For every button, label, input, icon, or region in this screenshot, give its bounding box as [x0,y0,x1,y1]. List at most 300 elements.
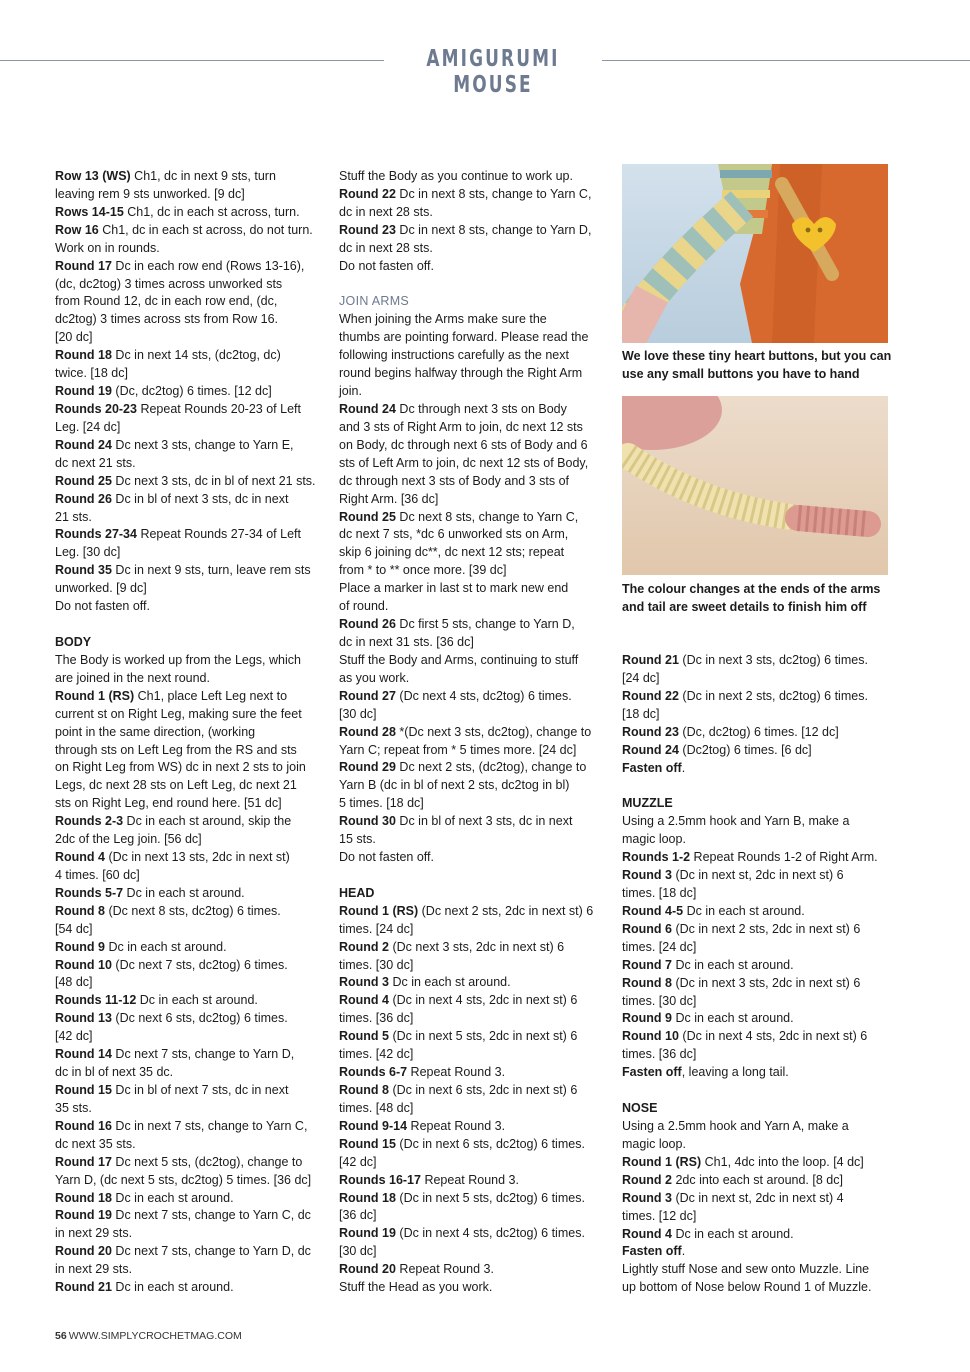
round-label: Round 8 [622,975,672,990]
pattern-line [339,544,605,562]
website-url: WWW.SIMPLYCROCHETMAG.COM [68,1330,242,1342]
instruction-text: on Right Leg from WS) dc in next 2 sts to join [55,760,306,775]
instruction-text: times. [18 dc] [622,885,697,900]
round-label: Rounds 5-7 [55,885,124,900]
pattern-line [622,813,890,831]
instruction-text: Using a 2.5mm hook and Yarn A, make a [622,1118,849,1133]
instruction-text: Leg. [30 dc] [55,545,121,560]
instruction-text: Dc through next 3 sts on Body [395,401,567,416]
instruction-text: (Dc in next 4 sts, 2dc in next st) 6 [678,1029,868,1044]
pattern-line [339,777,605,795]
pattern-line [622,706,890,724]
pattern-line [339,1190,605,1208]
instruction-text: dc next 7 sts, *dc 6 unworked sts on Arm, [339,527,569,542]
round-label: Rounds 1-2 [622,850,691,865]
round-label: Rounds 16-17 [339,1172,421,1187]
pattern-line [55,580,321,598]
round-label: Round 23 [339,222,396,237]
pattern-line [339,365,605,383]
pattern-line [622,1279,890,1297]
instruction-text: Dc in each st around. [105,939,227,954]
instruction-text: [30 dc] [339,1244,377,1259]
instruction-text: [24 dc] [622,670,660,685]
pattern-line [55,473,321,491]
pattern-line [339,1064,605,1082]
instruction-text: Dc next 7 sts, change to Yarn D, dc [111,1244,311,1259]
instruction-text: Dc next 7 sts, change to Yarn D, [111,1047,295,1062]
round-label: Rounds 2-3 [55,814,124,829]
pattern-line [55,222,321,240]
round-label: Rows 14-15 [55,204,124,219]
pattern-line [622,1172,890,1190]
instruction-text: (Dc in next 3 sts, 2dc in next st) 6 [672,975,861,990]
instruction-text: Dc next 2 sts, (dc2tog), change to [395,760,587,775]
pattern-line [622,831,890,849]
pattern-line [55,1225,321,1243]
instruction-text: leaving rem 9 sts unworked. [9 dc] [55,186,245,201]
pattern-line [55,1172,321,1190]
instruction-text: (Dc in next 4 sts, 2dc in next st) 6 [389,993,578,1008]
instruction-text: Dc in next 8 sts, change to Yarn D, [395,222,592,237]
round-label: Round 19 [339,1226,396,1241]
instruction-text: times. [24 dc] [339,921,414,936]
pattern-line [339,258,605,276]
pattern-column-2 [339,168,605,1297]
instruction-text: [36 dc] [339,1208,377,1223]
pattern-line [55,742,321,760]
pattern-line [55,688,321,706]
round-label: Round 22 [622,688,679,703]
pattern-line [339,168,605,186]
instruction-text: Lightly stuff Nose and sew onto Muzzle. Line [622,1262,870,1277]
instruction-text: 2dc into each st around. [8 dc] [672,1172,843,1187]
round-label: Round 22 [339,186,396,201]
round-label: Round 10 [55,957,112,972]
pattern-line [622,1118,890,1136]
pattern-line [339,1010,605,1028]
pattern-line [55,992,321,1010]
instruction-text: [18 dc] [622,706,660,721]
page-footer [55,1330,242,1342]
photo-mouse-arm-detail [622,396,888,575]
round-label: Round 7 [622,957,672,972]
instruction-text: (Dc in next st, 2dc in next st) 6 [672,868,844,883]
round-label: Round 9 [622,1011,672,1026]
round-label: Round 1 (RS) [622,1154,702,1169]
section-heading: HEAD [339,885,375,900]
pattern-line [339,1172,605,1190]
pattern-line [55,1207,321,1225]
pattern-column-1 [55,168,321,1297]
pattern-line [622,957,890,975]
pattern-line [55,813,321,831]
instruction-text: up bottom of Nose below Round 1 of Muzzle. [622,1280,872,1295]
round-label: Round 1 (RS) [55,688,135,703]
pattern-line [339,921,605,939]
pattern-line [55,1082,321,1100]
pattern-line [55,1136,321,1154]
instruction-text: dc next 35 sts. [55,1136,136,1151]
round-label: Round 26 [339,617,396,632]
round-label: Round 1 (RS) [339,903,419,918]
pattern-line [55,347,321,365]
instruction-text: *(Dc next 3 sts, dc2tog), change to [395,724,592,739]
pattern-line [339,831,605,849]
pattern-line [339,742,605,760]
instruction-text: (Dc in next 2 sts, dc2tog) 6 times. [678,688,868,703]
pattern-line [622,1136,890,1154]
photo-caption-1: We love these tiny heart buttons, but you can use any small buttons you have to hand [622,349,892,381]
instruction-text: 5 times. [18 dc] [339,796,424,811]
round-label: Round 18 [339,1190,396,1205]
pattern-line [622,1226,890,1244]
pattern-line [339,1279,605,1297]
pattern-line [55,168,321,186]
round-label: Row 13 (WS) [55,169,131,183]
round-label: Round 19 [55,384,112,399]
instruction-text: sts of Left Arm to join, dc next 12 sts of Body, [339,455,589,470]
instruction-text: 35 sts. [55,1100,92,1115]
round-label: Round 16 [55,1118,112,1133]
instruction-text: Right Arm. [36 dc] [339,491,439,506]
instruction-text: (Dc next 3 sts, 2dc in next st) 6 [389,939,565,954]
photo-caption-2: The colour changes at the ends of the arms and tail are sweet details to finish him off [622,582,881,614]
instruction-text: Ch1, place Left Leg next to [134,688,288,703]
pattern-line [339,1225,605,1243]
instruction-text: Ch1, dc in each st across, do not turn. [98,222,313,237]
round-label: Round 25 [339,509,396,524]
instruction-text: (Dc next 4 sts, dc2tog) 6 times. [395,688,572,703]
pattern-line [622,742,890,760]
pattern-line [339,509,605,527]
instruction-text: times. [30 dc] [622,993,697,1008]
photo-mouse-body-buttons [622,164,888,343]
instruction-text: Dc next 5 sts, (dc2tog), change to [111,1154,303,1169]
paragraph-gap [339,867,605,885]
round-label: Round 25 [55,473,112,488]
round-label: Rounds 27-34 [55,527,137,542]
instruction-text: times. [42 dc] [339,1047,414,1062]
pattern-line [622,921,890,939]
instruction-text: Do not fasten off. [55,599,150,614]
instruction-text: and 3 sts of Right Arm to join, dc next 12 sts [339,419,583,434]
instruction-text: [54 dc] [55,921,93,936]
pattern-line [622,867,890,885]
pattern-line [339,957,605,975]
pattern-line [55,1190,321,1208]
instruction-text: Repeat Rounds 20-23 of Left [136,401,301,416]
pattern-line [339,885,605,903]
instruction-text: unworked. [9 dc] [55,581,147,596]
pattern-line [55,777,321,795]
pattern-line [339,1207,605,1225]
pattern-line [55,974,321,992]
pattern-line [622,903,890,921]
paragraph-gap [339,276,605,294]
instruction-text: Dc in each st around. [123,885,245,900]
round-label: Round 15 [339,1136,396,1151]
pattern-line [55,329,321,347]
header-rule-right [602,60,970,61]
instruction-text: current st on Right Leg, making sure the feet [55,706,302,721]
pattern-line [55,795,321,813]
pattern-line [55,1154,321,1172]
round-label: Round 5 [339,1029,389,1044]
round-label: Round 15 [55,1083,112,1098]
pattern-line [55,921,321,939]
pattern-line [339,670,605,688]
pattern-line [339,795,605,813]
pattern-line [622,1190,890,1208]
instruction-text: (Dc in next 3 sts, dc2tog) 6 times. [678,653,868,667]
round-label: Round 24 [55,437,112,452]
round-label: Round 4 [622,1226,672,1241]
pattern-line [55,311,321,329]
instruction-text: The Body is worked up from the Legs, which [55,652,301,667]
instruction-text: Ch1, dc in next 9 sts, turn [130,169,276,183]
round-label: Round 20 [339,1262,396,1277]
instruction-text: Ch1, dc in each st across, turn. [123,204,300,219]
instruction-text: dc in next 31 sts. [36 dc] [339,634,474,649]
round-label: Rounds 11-12 [55,993,137,1008]
pattern-column-3 [622,652,890,1297]
round-label: Round 9 [55,939,105,954]
instruction-text: Dc in each st around, skip the [123,814,292,829]
instruction-text: Stuff the Body as you continue to work up. [339,169,573,183]
instruction-text: (Dc in next 5 sts, 2dc in next st) 6 [389,1029,578,1044]
round-label: Round 23 [622,724,679,739]
pattern-line [339,652,605,670]
pattern-line [55,437,321,455]
instruction-text: Stuff the Head as you work. [339,1280,493,1295]
pattern-line [339,706,605,724]
instruction-text: times. [48 dc] [339,1100,414,1115]
instruction-text: Dc in each st around. [672,1011,794,1026]
instruction-text: magic loop. [622,832,686,847]
pattern-line [339,383,605,401]
pattern-line [622,1261,890,1279]
pattern-line [339,1243,605,1261]
instruction-text: Dc in each st around. [111,1190,234,1205]
pattern-line [55,634,321,652]
instruction-text: [48 dc] [55,975,93,990]
pattern-line [339,992,605,1010]
instruction-text: 4 times. [60 dc] [55,867,140,882]
pattern-line [55,455,321,473]
round-label: Round 21 [622,653,679,667]
instruction-text: times. [36 dc] [339,1011,414,1026]
pattern-line [55,204,321,222]
instruction-text: (Dc in next st, 2dc in next st) 4 [672,1190,844,1205]
instruction-text: Leg. [24 dc] [55,419,121,434]
pattern-line [55,957,321,975]
instruction-text: (Dc in next 13 sts, 2dc in next st) [105,850,290,865]
instruction-text: times. [24 dc] [622,939,697,954]
round-label: Rounds 6-7 [339,1065,408,1080]
pattern-line [339,419,605,437]
instruction-text: dc through next 3 sts of Body and 3 sts of [339,473,569,488]
pattern-line [622,1046,890,1064]
round-label: Round 21 [55,1280,112,1295]
round-label: Fasten off [622,1065,682,1080]
pattern-line [55,885,321,903]
pattern-line [55,293,321,311]
pattern-line [339,1118,605,1136]
pattern-line [339,759,605,777]
pattern-line [622,1154,890,1172]
section-heading: BODY [55,634,92,649]
instruction-text: dc in next 28 sts. [339,240,433,255]
pattern-line [622,1100,890,1118]
instruction-text: Yarn B (dc in bl of next 2 sts, dc2tog in bl) [339,778,570,793]
pattern-line [339,526,605,544]
round-label: Round 29 [339,760,396,775]
instruction-text: Dc next 3 sts, dc in bl of next 21 sts. [111,473,316,488]
instruction-text: When joining the Arms make sure the [339,312,547,327]
round-label: Round 26 [55,491,112,506]
instruction-text: Work on in rounds. [55,240,160,255]
round-label: Round 10 [622,1029,679,1044]
instruction-text: Dc in next 14 sts, (dc2tog, dc) [111,348,281,363]
round-label: Round 4 [339,993,389,1008]
instruction-text: following instructions carefully as the next [339,348,569,363]
instruction-text: Repeat Round 3. [395,1262,494,1277]
pattern-line [55,1279,321,1297]
pattern-line [339,616,605,634]
instruction-text: [42 dc] [339,1154,377,1169]
instruction-text: from * to ** once more. [39 dc] [339,563,507,578]
instruction-text: of round. [339,599,389,614]
pattern-line [55,1243,321,1261]
instruction-text: Do not fasten off. [339,258,434,273]
pattern-line [55,706,321,724]
pattern-line [55,240,321,258]
pattern-line [55,903,321,921]
pattern-line [55,258,321,276]
page-header [0,44,970,98]
instruction-text: Dc in bl of next 3 sts, dc in next [395,814,573,829]
pattern-line [339,903,605,921]
instruction-text: Dc first 5 sts, change to Yarn D, [395,617,575,632]
round-label: Round 18 [55,348,112,363]
instruction-text: Dc in each st around. [672,957,794,972]
round-label: Round 4 [55,850,105,865]
pattern-line [339,562,605,580]
instruction-text: (Dc, dc2tog) 6 times. [12 dc] [111,384,272,399]
instruction-text: (Dc in next 5 sts, dc2tog) 6 times. [395,1190,585,1205]
instruction-text: Dc in each st around. [389,975,511,990]
round-label: Rounds 20-23 [55,401,137,416]
pattern-line [339,598,605,616]
instruction-text: Stuff the Body and Arms, continuing to stuff [339,652,579,667]
pattern-line [55,724,321,742]
paragraph-gap [55,616,321,634]
pattern-line [55,562,321,580]
instruction-text: Repeat Round 3. [407,1118,506,1133]
instruction-text: sts on Right Leg, end round here. [51 dc] [55,796,282,811]
pattern-line [339,329,605,347]
pattern-line [339,1154,605,1172]
pattern-line [622,1243,890,1261]
instruction-text: , leaving a long tail. [681,1065,789,1080]
pattern-line [55,759,321,777]
instruction-text: round begins halfway through the Right Arm [339,366,583,381]
instruction-text: (Dc, dc2tog) 6 times. [12 dc] [678,724,839,739]
instruction-text: times. [36 dc] [622,1047,697,1062]
pattern-line [55,383,321,401]
instruction-text: in next 29 sts. [55,1262,133,1277]
instruction-text: join. [339,384,362,399]
pattern-line [622,795,890,813]
instruction-text: Dc in each st around. [683,903,805,918]
round-label: Round 6 [622,921,672,936]
pattern-line [55,1010,321,1028]
pattern-line [55,849,321,867]
instruction-text: dc in bl of next 35 dc. [55,1065,174,1080]
pattern-line [55,401,321,419]
instruction-text: Dc in each st around. [111,1280,234,1295]
pattern-line [339,724,605,742]
instruction-text: (Dc in next 2 sts, 2dc in next st) 6 [672,921,861,936]
instruction-text: point in the same direction, (working [55,724,256,739]
round-label: Round 18 [55,1190,112,1205]
pattern-line [339,401,605,419]
instruction-text: . [681,760,686,775]
instruction-text: (Dc next 8 sts, dc2tog) 6 times. [105,903,281,918]
pattern-line [55,939,321,957]
instruction-text: are joined in the next round. [55,670,210,685]
instruction-text: (Dc next 2 sts, 2dc in next st) 6 [418,903,594,918]
pattern-line [55,365,321,383]
instruction-text: (dc, dc2tog) 3 times across unworked sts [55,276,283,291]
instruction-text: times. [12 dc] [622,1208,697,1223]
paragraph-gap [622,1082,890,1100]
pattern-line [55,598,321,616]
round-label: Round 8 [339,1083,389,1098]
round-label: Round 28 [339,724,396,739]
pattern-line [55,1028,321,1046]
pattern-line [339,813,605,831]
pattern-line [55,670,321,688]
round-label: Round 27 [339,688,396,703]
pattern-line [339,1082,605,1100]
pattern-line [339,1046,605,1064]
pattern-line [55,1046,321,1064]
instruction-text: Dc in next 8 sts, change to Yarn C, [395,186,592,201]
instruction-text: skip 6 joining dc**, dc next 12 sts; repeat [339,545,565,560]
instruction-text: Dc next 3 sts, change to Yarn E, [111,437,294,452]
instruction-text: (Dc next 7 sts, dc2tog) 6 times. [111,957,288,972]
instruction-text: Ch1, 4dc into the loop. [4 dc] [701,1154,864,1169]
pattern-line [622,1064,890,1082]
pattern-line [622,688,890,706]
instruction-text: on Body, dc through next 6 sts of Body and 6 [339,437,588,452]
round-label: Round 4-5 [622,903,684,918]
instruction-text: Dc in bl of next 7 sts, dc in next [111,1083,289,1098]
section-heading: MUZZLE [622,796,673,811]
instruction-text: (Dc in next 6 sts, dc2tog) 6 times. [395,1136,585,1151]
instruction-text: Repeat Rounds 1-2 of Right Arm. [690,850,878,865]
round-label: Round 35 [55,563,112,578]
pattern-line [622,1208,890,1226]
pattern-line [339,347,605,365]
instruction-text: 15 sts. [339,832,376,847]
instruction-text: Dc in bl of next 3 sts, dc in next [111,491,289,506]
round-label: Round 24 [622,742,679,757]
pattern-line [339,222,605,240]
instruction-text: Dc in next 9 sts, turn, leave rem sts [111,563,311,578]
pattern-line [339,186,605,204]
